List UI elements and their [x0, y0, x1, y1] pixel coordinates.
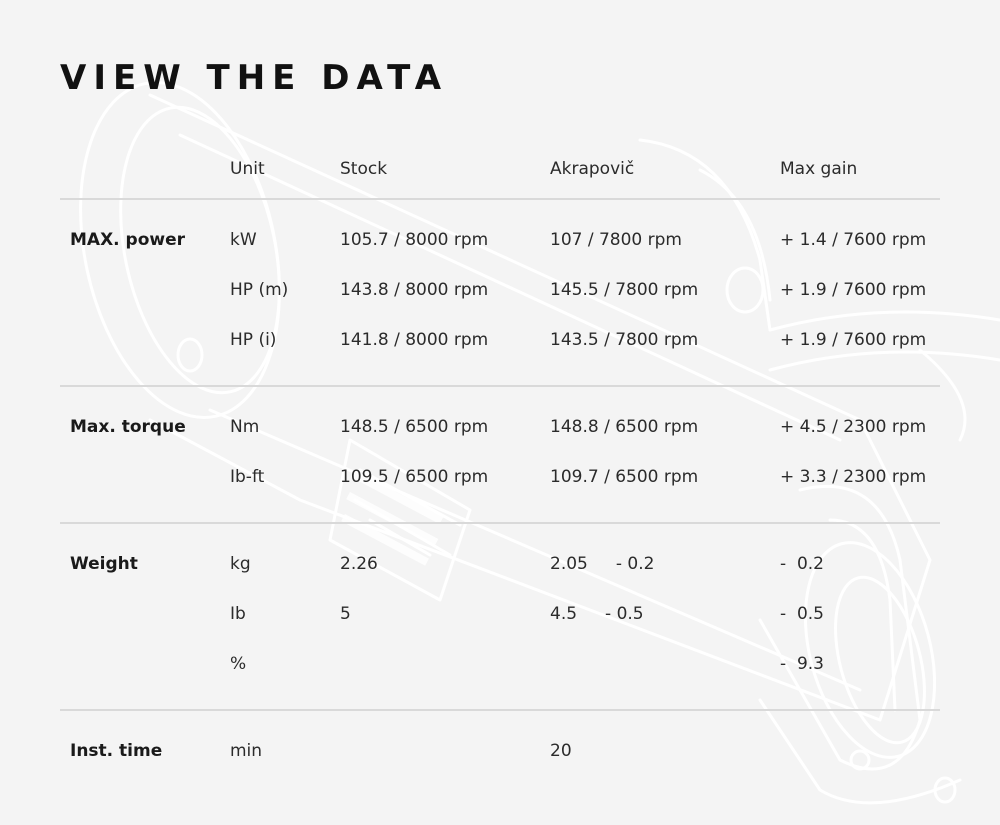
- cell-unit: kg: [230, 554, 251, 574]
- table-row: [60, 539, 940, 589]
- cell-unit: kW: [230, 230, 257, 250]
- akrapovic-delta: - 0.2: [615, 554, 655, 574]
- akrapovic-value: 4.5: [550, 604, 578, 624]
- akrapovic-value: 2.05: [550, 554, 588, 574]
- cell-stock: 143.8 / 8000 rpm: [340, 280, 489, 300]
- cell-max-gain: + 4.5 / 2300 rpm: [780, 417, 927, 437]
- cell-unit: Nm: [230, 417, 260, 437]
- table-row: [60, 402, 940, 452]
- group-inst-time: [60, 711, 940, 796]
- cell-akrapovic: 148.8 / 6500 rpm: [550, 417, 699, 437]
- group-weight: [60, 524, 940, 709]
- table-row: [60, 639, 940, 689]
- table-row: [60, 215, 940, 265]
- group-label: MAX. power: [70, 230, 186, 250]
- cell-akrapovic: 109.7 / 6500 rpm: [550, 467, 699, 487]
- group-max-torque: [60, 387, 940, 522]
- akrapovic-delta: - 0.5: [605, 604, 644, 624]
- cell-unit: %: [230, 654, 247, 674]
- page-title: VIEW THE DATA: [60, 58, 449, 98]
- cell-akrapovic: 143.5 / 7800 rpm: [550, 330, 699, 350]
- header-unit: Unit: [230, 159, 265, 179]
- group-label: Max. torque: [70, 417, 186, 437]
- cell-stock: 148.5 / 6500 rpm: [340, 417, 489, 437]
- cell-max-gain: + 1.9 / 7600 rpm: [780, 330, 927, 350]
- group-label: Inst. time: [70, 741, 163, 761]
- cell-akrapovic: 107 / 7800 rpm: [550, 230, 682, 250]
- cell-max-gain: - 0.5: [780, 604, 824, 624]
- cell-unit: HP (i): [230, 330, 277, 350]
- cell-stock: 141.8 / 8000 rpm: [340, 330, 489, 350]
- cell-max-gain: - 9.3: [780, 654, 824, 674]
- table-header-row: [60, 140, 940, 198]
- cell-akrapovic: [550, 539, 654, 589]
- cell-stock: 109.5 / 6500 rpm: [340, 467, 489, 487]
- cell-unit: min: [230, 741, 263, 761]
- table-row: [60, 589, 940, 639]
- cell-stock: 2.26: [340, 554, 378, 574]
- table-row: [60, 265, 940, 315]
- cell-max-gain: + 1.4 / 7600 rpm: [780, 230, 927, 250]
- cell-akrapovic: [550, 589, 644, 639]
- cell-max-gain: + 1.9 / 7600 rpm: [780, 280, 927, 300]
- cell-stock: 5: [340, 604, 351, 624]
- cell-akrapovic: 20: [550, 741, 572, 761]
- table-row: [60, 726, 940, 776]
- cell-unit: HP (m): [230, 280, 289, 300]
- cell-akrapovic: 145.5 / 7800 rpm: [550, 280, 699, 300]
- cell-max-gain: - 0.2: [780, 554, 824, 574]
- header-stock: Stock: [340, 159, 388, 179]
- cell-unit: Ib-ft: [230, 467, 265, 487]
- group-max-power: [60, 200, 940, 385]
- data-table: [60, 140, 940, 796]
- group-label: Weight: [70, 554, 138, 574]
- table-row: [60, 452, 940, 502]
- header-max-gain: Max gain: [780, 159, 858, 179]
- cell-unit: Ib: [230, 604, 246, 624]
- table-row: [60, 315, 940, 365]
- cell-stock: 105.7 / 8000 rpm: [340, 230, 489, 250]
- cell-max-gain: + 3.3 / 2300 rpm: [780, 467, 927, 487]
- header-akrapovic: Akrapovič: [550, 159, 635, 179]
